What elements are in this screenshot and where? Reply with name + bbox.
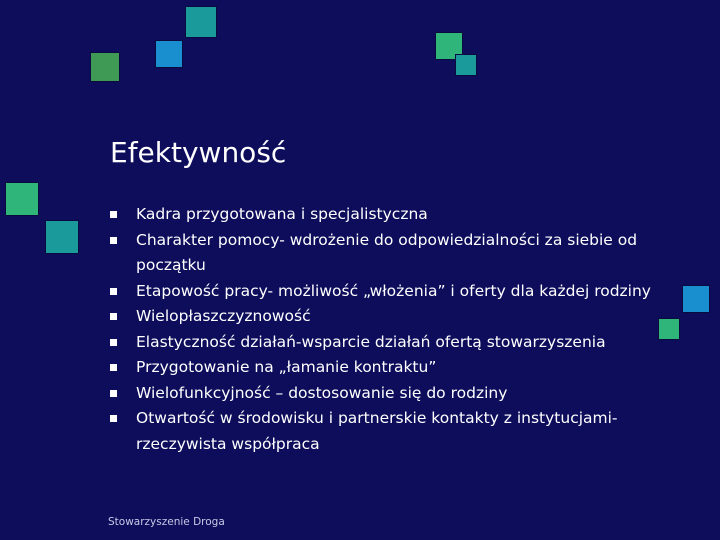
slide-title: Efektywność: [110, 136, 287, 169]
decor-square: [5, 182, 39, 216]
bullet-item: [110, 228, 670, 279]
bullet-text: Otwartość w środowisku i partnerskie kontakty z instytucjami- rzeczywista współpraca: [136, 409, 618, 453]
bullet-text: Elastyczność działań-wsparcie działań ofertą stowarzyszenia: [136, 332, 606, 351]
square-bullet-icon: [110, 288, 117, 295]
bullet-text: Charakter pomocy- wdrożenie do odpowiedzialności za siebie od początku: [136, 230, 638, 274]
bullet-text: Przygotowanie na „łamanie kontraktu”: [136, 358, 437, 376]
footer-text: Stowarzyszenie Droga: [108, 516, 225, 528]
bullet-text: Etapowość pracy- możliwość „włożenia” i oferty dla każdej rodziny: [136, 281, 651, 300]
bullet-list: [110, 202, 670, 457]
bullet-item: [110, 381, 670, 407]
bullet-text: Wielopłaszczyznowość: [136, 307, 311, 325]
square-bullet-icon: [110, 364, 117, 371]
square-bullet-icon: [110, 237, 117, 244]
decor-square: [455, 54, 477, 76]
bullet-item: [110, 202, 670, 228]
decor-square: [185, 6, 217, 38]
decor-square: [682, 285, 710, 313]
decor-square: [90, 52, 120, 82]
decor-square: [45, 220, 79, 254]
bullet-item: [110, 304, 670, 330]
bullet-item: [110, 406, 670, 457]
square-bullet-icon: [110, 415, 117, 422]
square-bullet-icon: [110, 313, 117, 320]
square-bullet-icon: [110, 211, 117, 218]
bullet-item: [110, 330, 670, 356]
bullet-item: [110, 355, 670, 381]
square-bullet-icon: [110, 390, 117, 397]
bullet-item: [110, 279, 670, 305]
decor-square: [155, 40, 183, 68]
bullet-text: Kadra przygotowana i specjalistyczna: [136, 205, 428, 223]
bullet-text: Wielofunkcyjność – dostosowanie się do rodziny: [136, 383, 508, 402]
square-bullet-icon: [110, 339, 117, 346]
